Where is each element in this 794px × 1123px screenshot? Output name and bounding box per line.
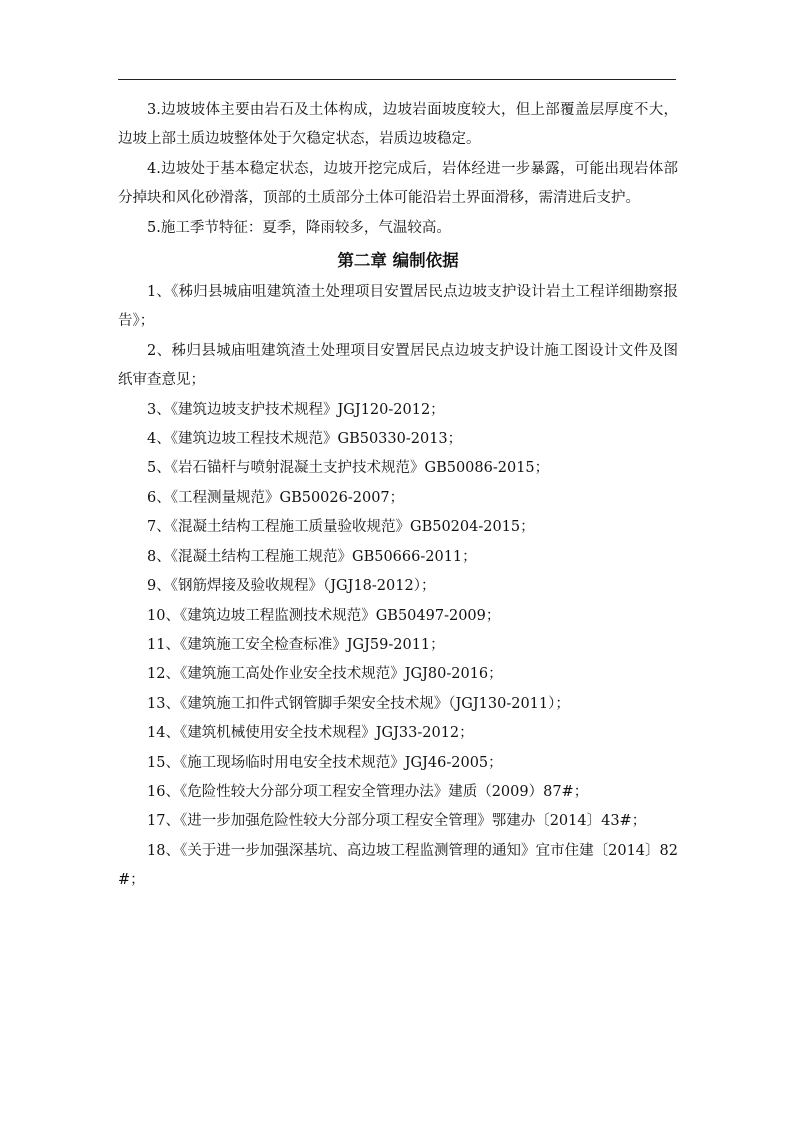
reference-number: 15、 — [147, 754, 180, 771]
reference-item — [118, 837, 678, 896]
reference-number: 2、 — [147, 342, 172, 359]
reference-text: 秭归县城庙咀建筑渣土处理项目安置居民点边坡支护设计施工图设计文件及图纸审查意见； — [118, 342, 678, 389]
reference-text: 《混凝土结构工程施工质量验收规范》GB50204-2015； — [170, 519, 535, 536]
reference-item — [118, 572, 678, 601]
reference-item — [118, 484, 678, 513]
intro-paragraph-5: 5.施工季节特征：夏季，降雨较多，气温较高。 — [147, 219, 451, 236]
reference-text: 《建筑施工扣件式钢管脚手架安全技术规》（JGJ130-2011）； — [179, 695, 570, 712]
reference-text: 《建筑边坡工程技术规范》GB50330-2013； — [170, 431, 463, 448]
chapter-title: 第二章 编制依据 — [337, 251, 459, 271]
reference-text: 《钢筋焊接及验收规程》（JGJ18-2012）； — [170, 578, 436, 595]
reference-item — [118, 396, 678, 425]
reference-number: 17、 — [147, 813, 180, 830]
reference-item — [118, 337, 678, 396]
reference-item — [118, 778, 678, 807]
reference-item — [118, 749, 678, 778]
reference-text: 《建筑边坡支护技术规程》JGJ120-2012； — [170, 401, 445, 418]
reference-text: 《工程测量规范》GB50026-2007； — [170, 489, 405, 506]
reference-number: 11、 — [147, 636, 180, 653]
reference-number: 9、 — [147, 578, 171, 595]
reference-item — [118, 660, 678, 689]
reference-item — [118, 425, 678, 454]
reference-number: 3、 — [147, 401, 171, 418]
reference-text: 《关于进一步加强深基坑、高边坡工程监测管理的通知》宜市住建〔2014〕82#； — [118, 842, 678, 889]
reference-number: 4、 — [147, 431, 171, 448]
reference-item — [118, 543, 678, 572]
reference-number: 16、 — [147, 783, 180, 800]
reference-number: 5、 — [147, 460, 171, 477]
reference-text: 《危险性较大分部分项工程安全管理办法》建质（2009）87#； — [179, 783, 589, 800]
reference-number: 12、 — [147, 666, 180, 683]
reference-item — [118, 454, 678, 483]
reference-text: 《进一步加强危险性较大分部分项工程安全管理》鄂建办〔2014〕43#； — [179, 813, 647, 830]
reference-item — [118, 719, 678, 748]
reference-number: 7、 — [147, 519, 171, 536]
reference-text: 《建筑施工安全检查标准》JGJ59-2011； — [179, 636, 445, 653]
reference-item — [118, 631, 678, 660]
reference-number: 18、 — [147, 842, 180, 859]
reference-number: 1、 — [147, 284, 172, 301]
reference-text: 《秭归县城庙咀建筑渣土处理项目安置居民点边坡支护设计岩土工程详细勘察报告》； — [118, 284, 678, 330]
reference-item — [118, 513, 678, 542]
reference-text: 《混凝土结构工程施工规范》GB50666-2011； — [170, 548, 477, 565]
reference-text: 《建筑施工高处作业安全技术规范》JGJ80-2016； — [179, 666, 503, 683]
reference-text: 《施工现场临时用电安全技术规范》JGJ46-2005； — [179, 754, 503, 771]
header-rule — [118, 79, 676, 80]
reference-number: 6、 — [147, 489, 171, 506]
reference-text: 《岩石锚杆与喷射混凝土支护技术规范》GB50086-2015； — [170, 460, 550, 477]
intro-paragraph-3: 3.边坡坡体主要由岩石及土体构成，边坡岩面坡度较大，但上部覆盖层厚度不大，边坡上部土质边坡整体处于欠稳定状态，岩质边坡稳定。 — [118, 102, 678, 148]
reference-number: 10、 — [147, 607, 180, 624]
reference-text: 《建筑机械使用安全技术规程》JGJ33-2012； — [179, 725, 474, 742]
reference-item — [118, 690, 678, 719]
reference-number: 8、 — [147, 548, 171, 565]
reference-number: 13、 — [147, 695, 180, 712]
intro-paragraph-4: 4.边坡处于基本稳定状态，边坡开挖完成后，岩体经进一步暴露，可能出现岩体部分掉块和风化砂滑落，顶部的土质部分土体可能沿岩土界面滑移，需清进后支护。 — [118, 160, 678, 207]
reference-item — [118, 278, 678, 337]
reference-item — [118, 602, 678, 631]
reference-list — [118, 278, 678, 896]
reference-text: 《建筑边坡工程监测技术规范》GB50497-2009； — [179, 607, 501, 624]
reference-number: 14、 — [147, 725, 180, 742]
document-body — [118, 96, 678, 896]
reference-item — [118, 807, 678, 836]
